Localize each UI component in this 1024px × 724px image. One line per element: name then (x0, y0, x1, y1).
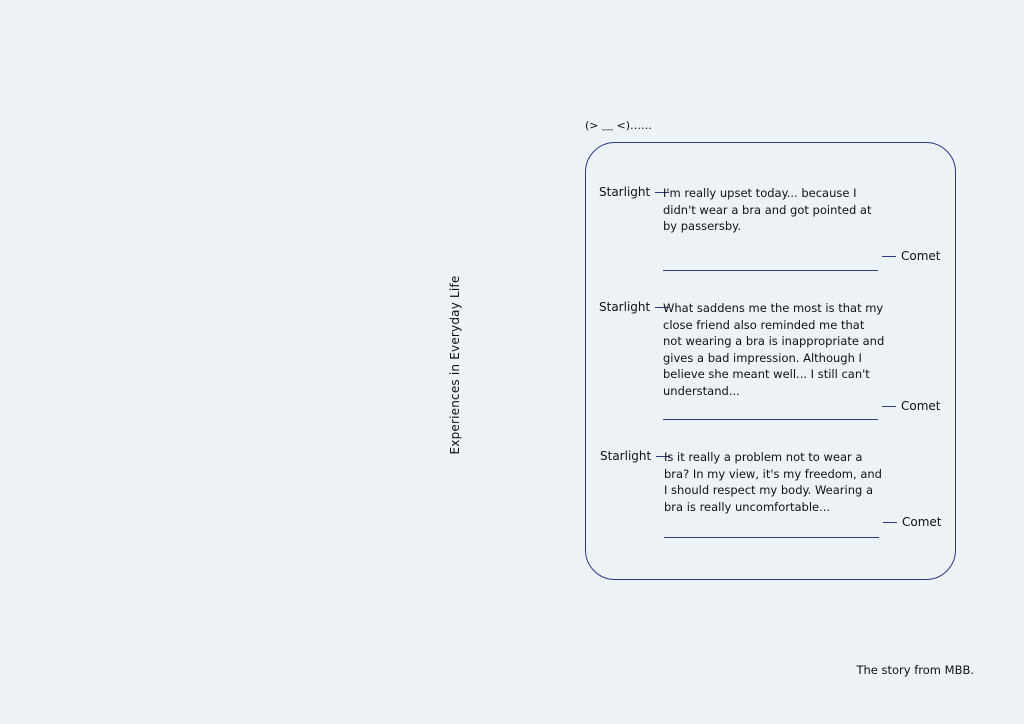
reply-label (882, 399, 941, 413)
speaker-label (600, 449, 670, 463)
speaker-name: Starlight (599, 185, 651, 199)
dash-connector (882, 406, 896, 407)
emote-text: (> ﹏ <)…… (585, 119, 653, 132)
speaker-label (599, 300, 669, 314)
reply-name: Comet (901, 249, 941, 263)
speaker-name: Starlight (600, 449, 652, 463)
reply-line (664, 537, 879, 538)
side-title: Experiences in Everyday Life (448, 275, 462, 455)
message-text: Is it really a problem not to wear a bra? In my view, it's my freedom, and I should respect my body. Wearing a bra is really uncomfortable... (664, 450, 882, 514)
reply-label (882, 249, 941, 263)
speaker-label (599, 185, 669, 199)
dash-connector (882, 256, 896, 257)
reply-label (883, 515, 942, 529)
footer-text: The story from MBB. (856, 663, 974, 677)
reply-name: Comet (901, 399, 941, 413)
message-text: I'm really upset today... because I didn't wear a bra and got pointed at by passersby. (663, 186, 872, 233)
reply-line (663, 419, 878, 420)
dash-connector (883, 522, 897, 523)
message-text: What saddens me the most is that my close friend also reminded me that not wearing a bra is inappropriate and gives a bad impression. Although I believe she meant well... I still can't understand... (663, 301, 885, 398)
reply-line (663, 270, 878, 271)
speaker-name: Starlight (599, 300, 651, 314)
reply-name: Comet (902, 515, 942, 529)
